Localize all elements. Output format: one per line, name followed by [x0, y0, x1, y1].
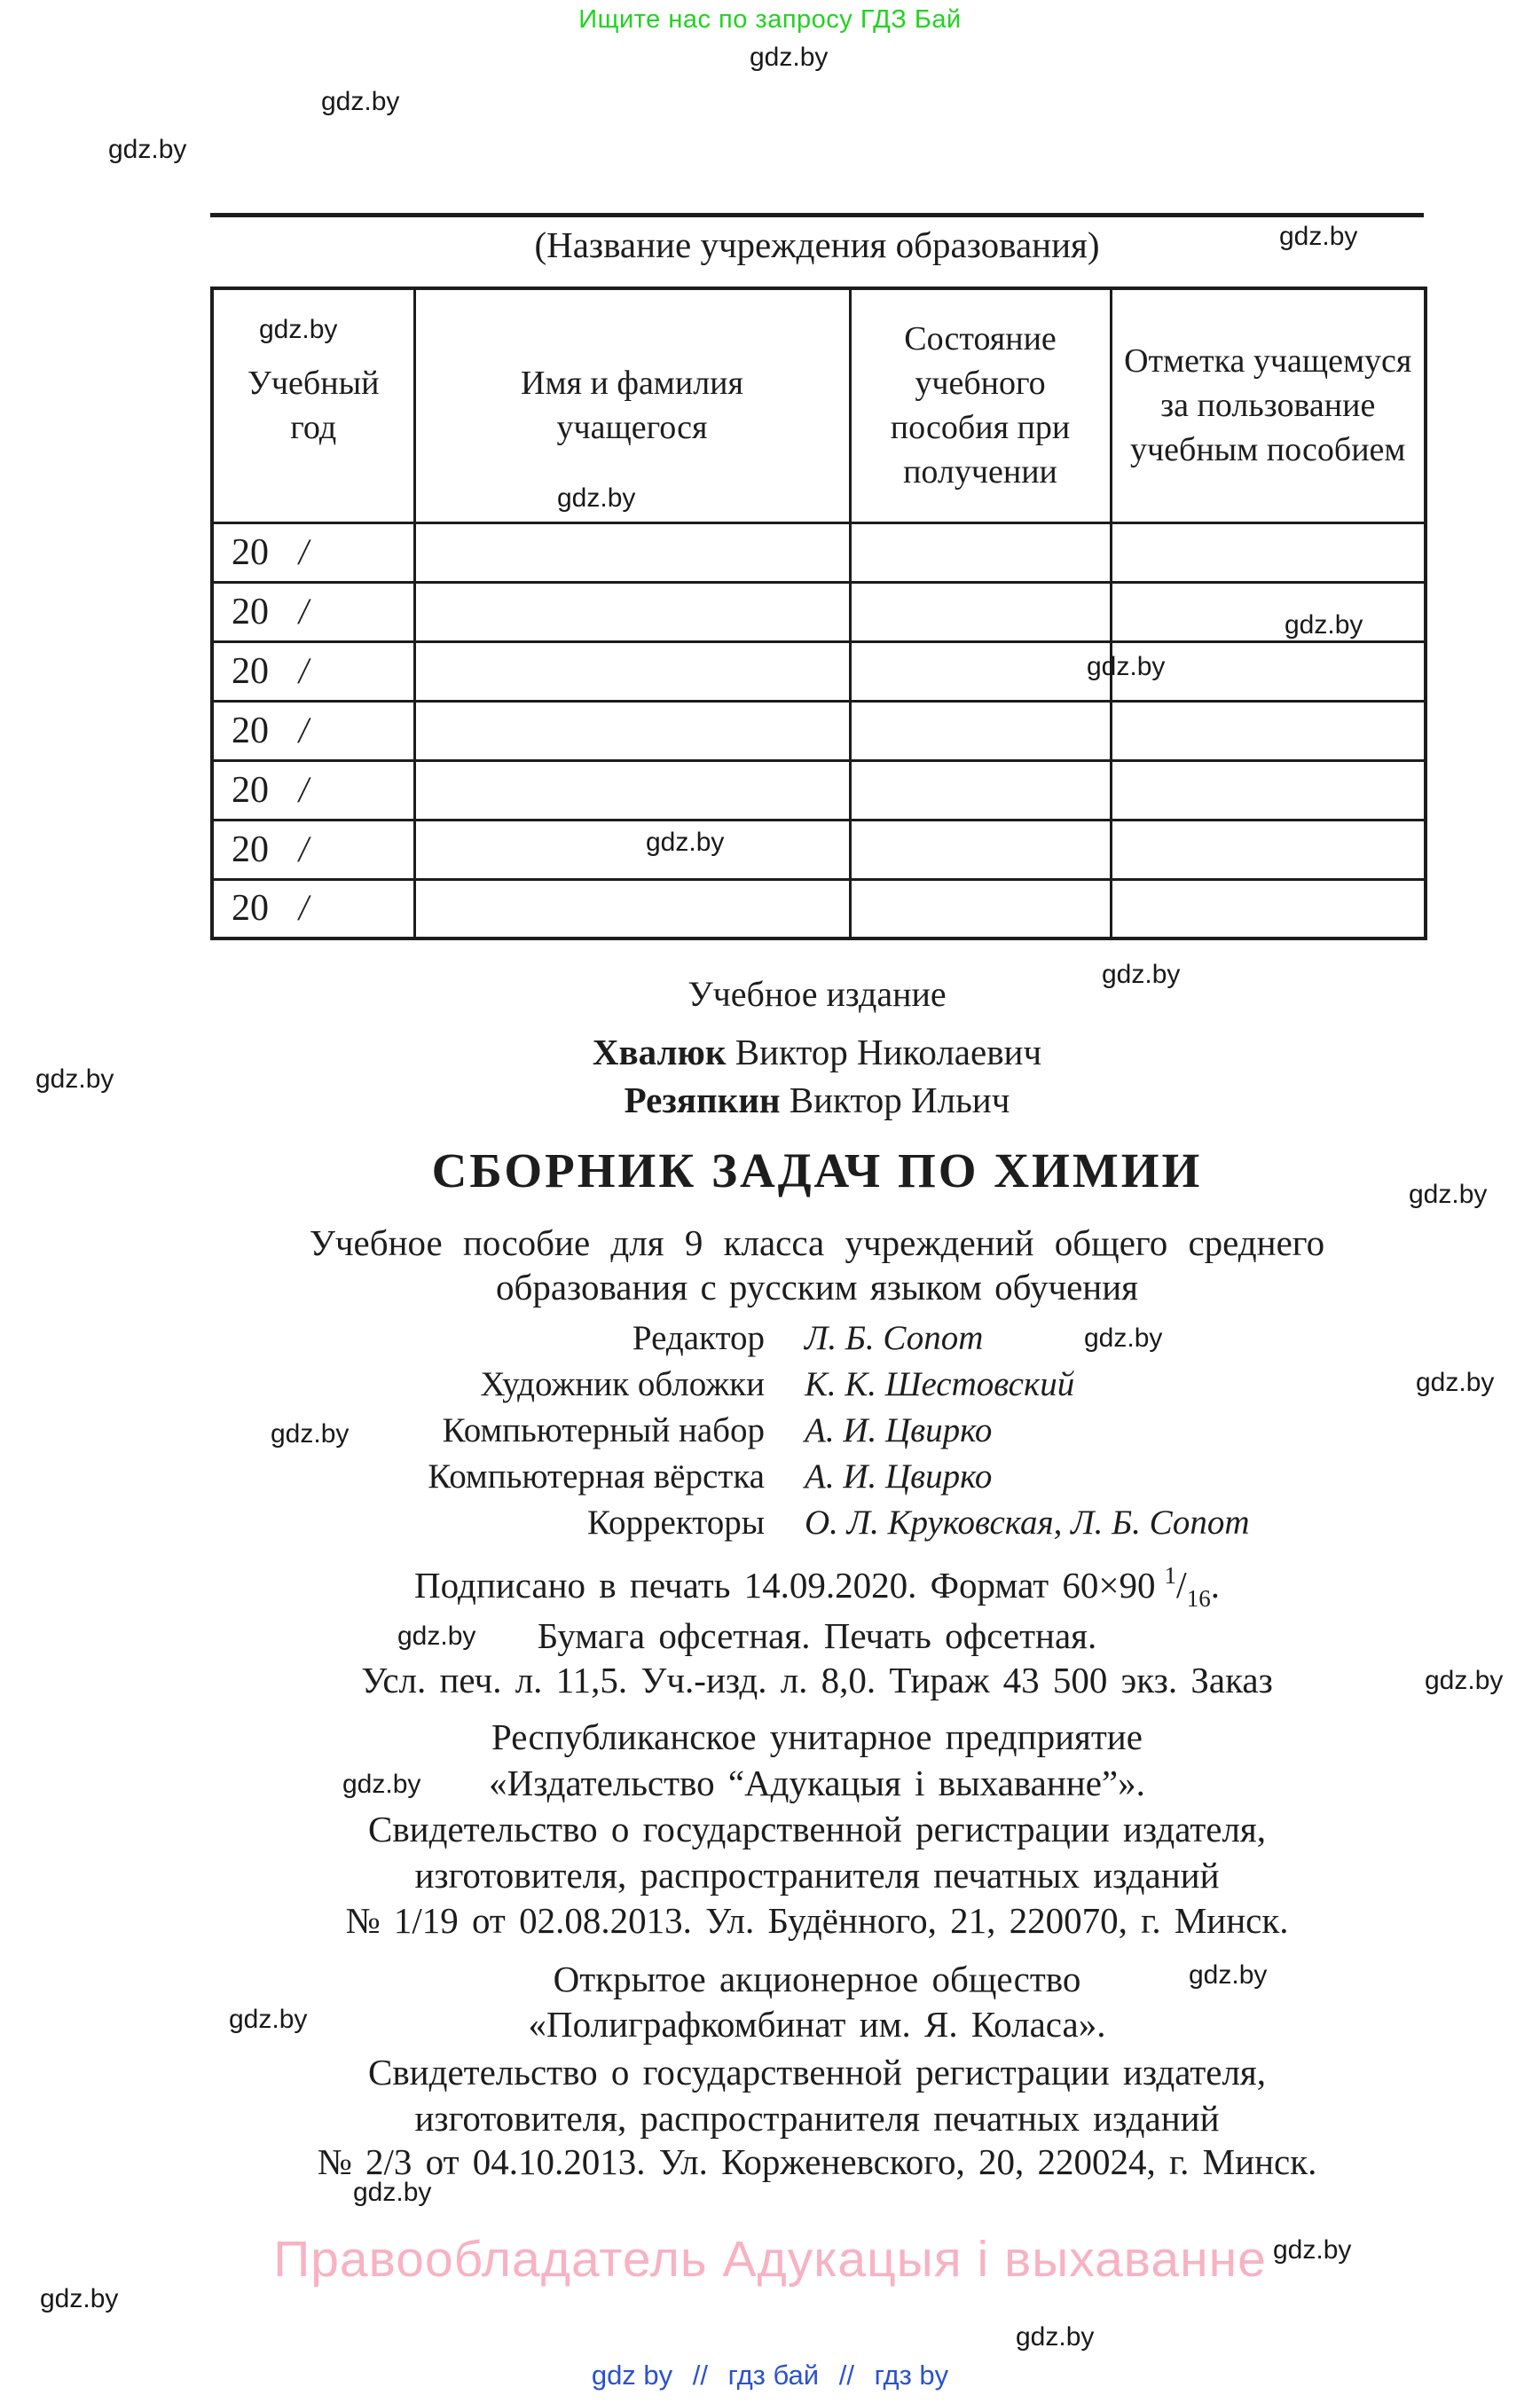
gdz-watermark: gdz.by — [342, 1770, 421, 1799]
year-cell — [212, 701, 414, 760]
table-row — [212, 641, 1426, 701]
gdz-watermark: gdz.by — [229, 2005, 308, 2034]
gdz-watermark: gdz.by — [1189, 1960, 1268, 1990]
year-cell — [212, 879, 414, 938]
gdz-watermark: gdz.by — [35, 1064, 114, 1094]
gdz-watermark: gdz.by — [1425, 1666, 1504, 1695]
gdz-watermark: gdz.by — [40, 2284, 119, 2313]
student-name-cell — [414, 879, 850, 938]
table-row — [212, 760, 1426, 820]
footer-separator: // — [692, 2360, 709, 2391]
gdz-watermark: gdz.by — [1087, 652, 1166, 681]
mark-cell — [1111, 701, 1426, 760]
textbook-usage-table — [210, 287, 1427, 940]
credit-name: О. Л. Круковская, Л. Б. Сопот — [805, 1504, 1250, 1542]
header-mark: Отметка учащемуся за пользование учебным пособием — [1111, 288, 1426, 522]
credit-name: К. К. Шестовский — [805, 1365, 1075, 1403]
publisher-cert-line1: Свидетельство о государственной регистрации издателя, — [367, 1809, 1267, 1849]
footer-link-gdz-by[interactable]: gdz by — [591, 2360, 673, 2391]
format-slash: / — [1176, 1566, 1187, 1606]
student-name-cell — [414, 641, 850, 701]
credit-row — [210, 1410, 1424, 1457]
credit-name: А. И. Цвирко — [805, 1411, 993, 1449]
credit-row — [210, 1503, 1424, 1549]
printer-cert-line2: изготовителя, распространителя печатных изданий — [414, 2098, 1220, 2139]
author-line — [210, 1079, 1424, 1121]
school-name-rule — [210, 213, 1424, 217]
table-row — [212, 701, 1426, 760]
gdz-watermark: gdz.by — [397, 1622, 476, 1651]
footer-links — [0, 2360, 1540, 2391]
student-name-cell — [414, 820, 850, 879]
publisher-line2: «Издательство “Адукацыя і выхаванне”». — [489, 1763, 1145, 1803]
year-separator: / — [295, 828, 312, 870]
credit-row — [210, 1364, 1424, 1410]
author-given: Виктор Николаевич — [726, 1032, 1042, 1072]
gdz-watermark: gdz.by — [557, 483, 636, 513]
printer-cert-line3: № 2/3 от 04.10.2013. Ул. Корженевского, 20, 220024, г. Минск. — [317, 2141, 1317, 2182]
credit-name: А. И. Цвирко — [805, 1457, 993, 1496]
mark-cell — [1111, 522, 1426, 582]
header-student-name-line1: Имя и фамилия — [521, 365, 743, 403]
credit-role: Компьютерный набор — [442, 1411, 765, 1449]
condition-cell — [850, 760, 1111, 820]
credit-role: Корректоры — [586, 1504, 765, 1542]
header-student-name-line2: учащегося — [556, 409, 708, 447]
year-separator: / — [295, 650, 312, 692]
year-prefix: 20 — [232, 591, 269, 632]
table-row — [212, 522, 1426, 582]
year-separator: / — [295, 769, 312, 811]
year-prefix: 20 — [232, 828, 269, 870]
year-prefix: 20 — [232, 531, 269, 573]
year-prefix: 20 — [232, 769, 269, 811]
table-row — [212, 820, 1426, 879]
author-given: Виктор Ильич — [780, 1080, 1010, 1120]
header-school-year-line1: Учебный — [248, 365, 380, 403]
mark-cell — [1111, 760, 1426, 820]
gdz-watermark: gdz.by — [271, 1419, 350, 1449]
student-name-cell — [414, 582, 850, 641]
gdz-watermark: gdz.by — [1279, 222, 1358, 251]
condition-cell — [850, 641, 1111, 701]
gdz-watermark: gdz.by — [1273, 2235, 1352, 2265]
year-prefix: 20 — [232, 710, 269, 751]
year-cell — [212, 522, 414, 582]
gdz-watermark: gdz.by — [1416, 1368, 1495, 1397]
footer-separator: // — [838, 2360, 854, 2391]
gdz-watermark: gdz.by — [750, 43, 829, 72]
credits-block — [210, 1318, 1424, 1549]
gdz-watermark: gdz.by — [1285, 610, 1363, 640]
page-content — [210, 0, 1424, 2403]
author-surname: Резяпкин — [624, 1080, 781, 1120]
year-prefix: 20 — [232, 888, 269, 930]
gdz-watermark: gdz.by — [1016, 2322, 1095, 2352]
imprint-paper-line: Бумага офсетная. Печать офсетная. — [537, 1615, 1097, 1656]
printer-line2: «Полиграфкомбинат им. Я. Коласа». — [528, 2004, 1106, 2045]
year-prefix: 20 — [232, 650, 269, 692]
condition-cell — [850, 820, 1111, 879]
mark-cell — [1111, 879, 1426, 938]
gdz-watermark: gdz.by — [646, 828, 725, 857]
condition-cell — [850, 522, 1111, 582]
header-school-year-line2: год — [290, 409, 337, 447]
header-condition: Состояние учебного пособия при получении — [850, 288, 1111, 522]
gdz-watermark: gdz.by — [1409, 1180, 1488, 1209]
credit-row — [210, 1318, 1424, 1364]
author-surname: Хвалюк — [592, 1032, 727, 1072]
gdz-watermark: gdz.by — [321, 87, 400, 116]
footer-link-gdz-bai[interactable]: гдз бай — [727, 2360, 820, 2391]
mark-cell — [1111, 820, 1426, 879]
imprint-volume-line: Усл. печ. л. 11,5. Уч.-изд. л. 8,0. Тираж 43 500 экз. Заказ — [361, 1660, 1273, 1700]
format-numerator: 1 — [1164, 1562, 1177, 1589]
book-subtitle-line2: образования с русским языком обучения — [495, 1267, 1139, 1308]
format-denominator: 16 — [1186, 1585, 1211, 1612]
publisher-cert-line2: изготовителя, распространителя печатных изданий — [414, 1855, 1220, 1896]
condition-cell — [850, 879, 1111, 938]
gdz-watermark: gdz.by — [108, 135, 187, 164]
student-name-cell — [414, 760, 850, 820]
mark-cell — [1111, 582, 1426, 641]
year-separator: / — [295, 888, 312, 930]
table-row — [212, 879, 1426, 938]
printer-line1: Открытое акционерное общество — [553, 1959, 1081, 1999]
year-separator: / — [295, 710, 312, 751]
table-row — [212, 582, 1426, 641]
edition-kind: Учебное издание — [688, 974, 947, 1014]
author-line — [210, 1031, 1424, 1073]
year-cell — [212, 582, 414, 641]
gdz-watermark: gdz.by — [1084, 1323, 1163, 1353]
promo-banner: Ищите нас по запросу ГДЗ Бай — [578, 5, 962, 34]
institution-caption: (Название учреждения образования) — [534, 224, 1100, 265]
book-subtitle-line1: Учебное пособие для 9 класса учреждений общего среднего — [309, 1222, 1325, 1263]
printer-cert-line1: Свидетельство о государственной регистрации издателя, — [367, 2052, 1267, 2093]
credit-role: Художник обложки — [480, 1365, 765, 1403]
credit-name: Л. Б. Сопот — [805, 1319, 984, 1357]
book-title: СБОРНИК ЗАДАЧ ПО ХИМИИ — [431, 1143, 1203, 1198]
copyright-holder-text: Правообладатель Адукацыя і выхаванне — [273, 2231, 1267, 2288]
year-cell — [212, 760, 414, 820]
imprint-signed-suffix: . — [1210, 1565, 1220, 1606]
gdz-watermark: gdz.by — [259, 315, 338, 344]
credit-role: Компьютерная вёрстка — [428, 1457, 765, 1496]
year-separator: / — [295, 531, 312, 573]
table-header-row — [212, 288, 1426, 522]
imprint-signed-prefix: Подписано в печать 14.09.2020. Формат 60×90 — [414, 1565, 1156, 1606]
year-cell — [212, 820, 414, 879]
imprint-signed-line — [210, 1562, 1424, 1612]
year-separator: / — [295, 591, 312, 632]
gdz-watermark: gdz.by — [353, 2178, 432, 2207]
credit-row — [210, 1457, 1424, 1503]
year-cell — [212, 641, 414, 701]
student-name-cell — [414, 522, 850, 582]
condition-cell — [850, 701, 1111, 760]
student-name-cell — [414, 701, 850, 760]
footer-link-gdz-by-2[interactable]: гдз by — [874, 2360, 949, 2391]
condition-cell — [850, 582, 1111, 641]
publisher-cert-line3: № 1/19 от 02.08.2013. Ул. Будённого, 21, 220070, г. Минск. — [345, 1900, 1289, 1941]
credit-role: Редактор — [632, 1319, 765, 1357]
publisher-line1: Республиканское унитарное предприятие — [491, 1716, 1143, 1757]
gdz-watermark: gdz.by — [1102, 960, 1181, 989]
